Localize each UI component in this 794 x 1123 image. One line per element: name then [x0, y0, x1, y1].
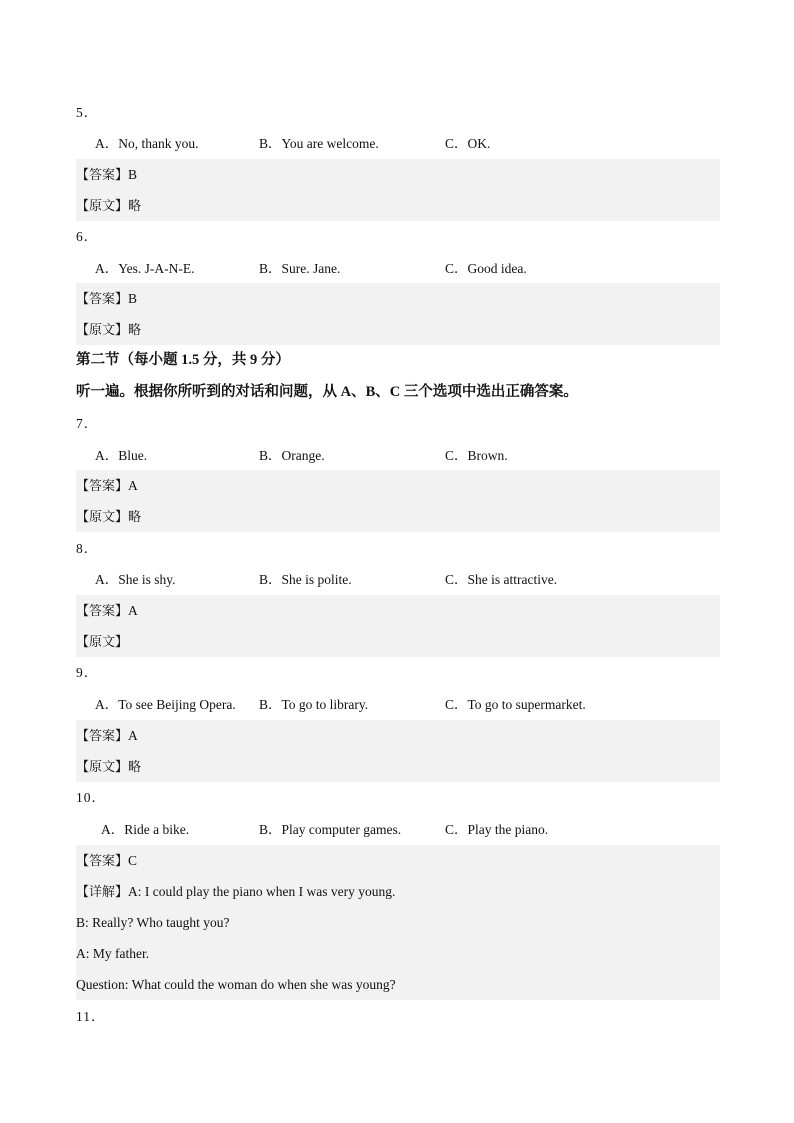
question-7-source — [76, 501, 720, 532]
question-7-options — [76, 440, 720, 471]
source-value: 略 — [128, 760, 142, 775]
question-5-number: 5． — [76, 105, 99, 120]
question-5-answer — [76, 159, 720, 190]
option-c: C．Play the piano. — [445, 822, 549, 837]
question-6-answer — [76, 283, 720, 314]
answer-label: 【答案】 — [76, 168, 129, 183]
section-instruction: 听一遍。根据你所听到的对话和问题，从 A、B、C 三个选项中选出正确答案。 — [76, 384, 578, 400]
option-b: B．Sure. Jane. — [259, 261, 341, 276]
option-b: B．Play computer games. — [259, 822, 402, 837]
question-9-number: 9． — [76, 665, 99, 680]
question-7-answer — [76, 470, 720, 501]
question-10-detail — [76, 876, 720, 907]
question-5-options — [76, 128, 720, 159]
question-10-detail-line: B: Really? Who taught you? — [76, 907, 720, 938]
answer-value: C — [128, 853, 138, 868]
source-label: 【原文】 — [76, 635, 129, 650]
source-value: 略 — [128, 323, 142, 338]
question-6-options — [76, 253, 720, 284]
section-title: 第二节（每小题 1.5 分，共 9 分） — [76, 352, 290, 368]
answer-value: A — [128, 728, 138, 743]
option-c: C．She is attractive. — [445, 572, 558, 587]
answer-value: B — [128, 167, 138, 182]
question-9-options — [76, 689, 720, 720]
option-c: C．Good idea. — [445, 261, 527, 276]
question-8-source — [76, 626, 720, 657]
answer-label: 【答案】 — [76, 479, 129, 494]
question-6-number: 6． — [76, 229, 99, 244]
source-label: 【原文】 — [76, 199, 129, 214]
answer-label: 【答案】 — [76, 292, 129, 307]
answer-label: 【答案】 — [76, 729, 129, 744]
option-a: A．She is shy. — [95, 572, 176, 587]
source-value: 略 — [128, 199, 142, 214]
source-label: 【原文】 — [76, 323, 129, 338]
option-b: B．You are welcome. — [259, 136, 379, 151]
option-b: B．To go to library. — [259, 697, 369, 712]
question-7-number: 7． — [76, 416, 99, 431]
question-9-source — [76, 751, 720, 782]
detail-label: 【详解】 — [76, 885, 129, 900]
question-9-answer — [76, 720, 720, 751]
answer-label: 【答案】 — [76, 854, 129, 869]
detail-line: A: I could play the piano when I was very young. — [128, 884, 396, 899]
answer-value: A — [128, 478, 138, 493]
question-10-options — [76, 814, 720, 845]
option-a: A．To see Beijing Opera. — [95, 697, 236, 712]
answer-value: A — [128, 603, 138, 618]
option-a: A．Blue. — [95, 448, 148, 463]
option-b: B．Orange. — [259, 448, 325, 463]
question-6-source — [76, 314, 720, 345]
option-c: C．OK. — [445, 136, 491, 151]
option-b: B．She is polite. — [259, 572, 352, 587]
question-11-number: 11． — [76, 1009, 106, 1024]
question-10-number: 10． — [76, 790, 106, 805]
option-c: C．Brown. — [445, 448, 508, 463]
question-8-number: 8． — [76, 541, 99, 556]
option-a: A．Ride a bike. — [101, 822, 190, 837]
option-a: A．Yes. J-A-N-E. — [95, 261, 195, 276]
option-c: C．To go to supermarket. — [445, 697, 586, 712]
question-10-detail-line: A: My father. — [76, 938, 720, 969]
source-label: 【原文】 — [76, 760, 129, 775]
question-10-detail-line: Question: What could the woman do when she was young? — [76, 969, 720, 1000]
source-label: 【原文】 — [76, 510, 129, 525]
question-8-options — [76, 564, 720, 595]
question-8-answer — [76, 595, 720, 626]
answer-value: B — [128, 291, 138, 306]
answer-label: 【答案】 — [76, 604, 129, 619]
source-value: 略 — [128, 510, 142, 525]
question-10-answer — [76, 845, 720, 876]
option-a: A．No, thank you. — [95, 136, 199, 151]
question-5-source — [76, 190, 720, 221]
